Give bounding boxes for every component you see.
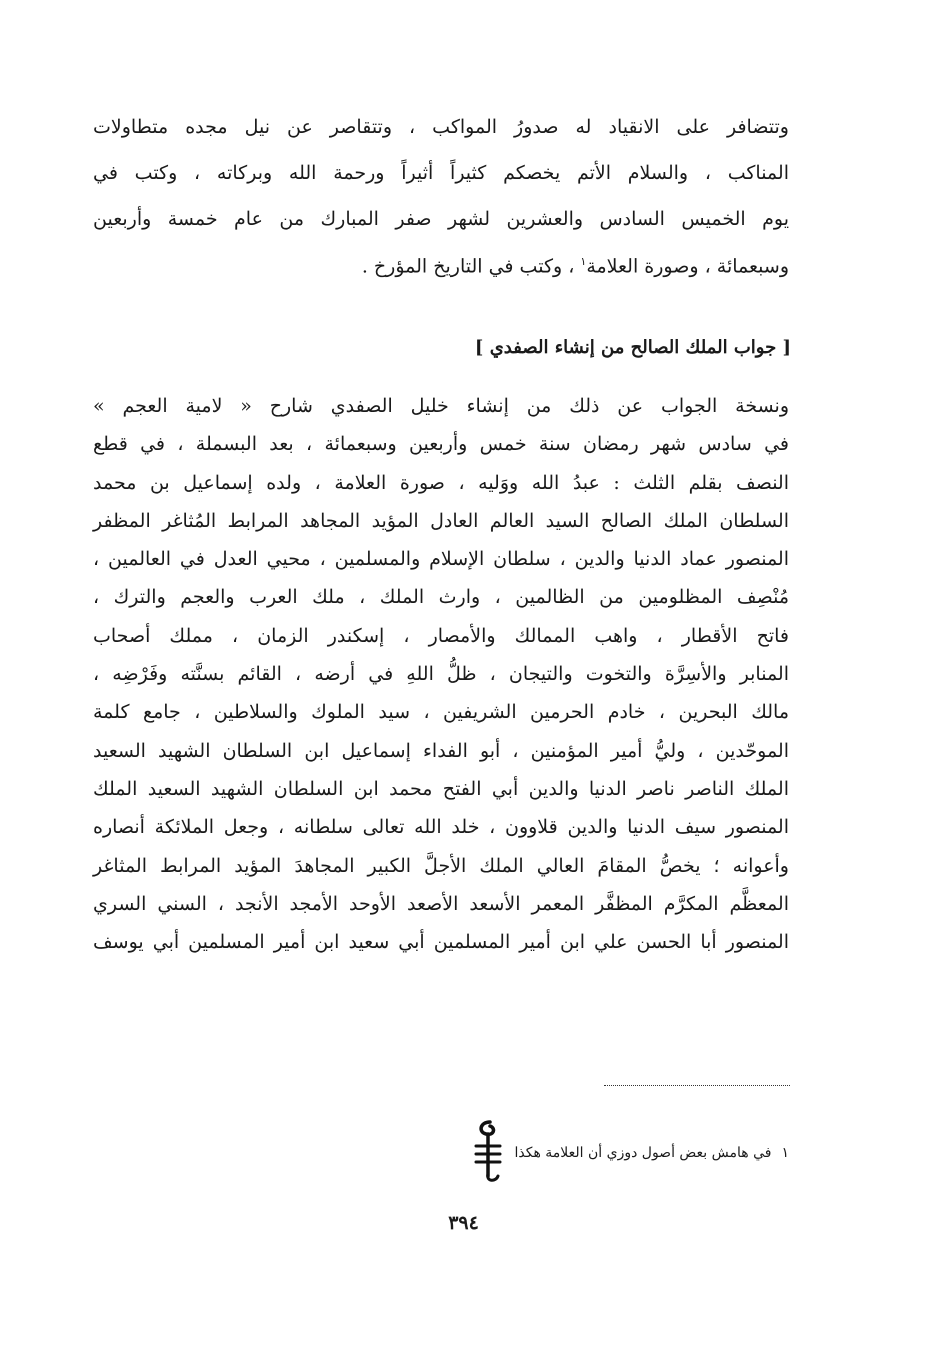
page-number: ٣٩٤ — [448, 1212, 479, 1234]
text-line: المنابر والأسِرَّة والتخوت والتيجان ، ظلُّ اللهِ في أرضه ، القائم بسنَّته وفَرْضِه ، — [93, 663, 789, 686]
text-line: الموحّدين ، وليُّ أمير المؤمنين ، أبو الفداء إسماعيل ابن السلطان الشهيد السعيد — [93, 739, 789, 762]
text-line: مالك البحرين ، خادم الحرمين الشريفين ، سيد الملوك والسلاطين ، جامع كلمة — [93, 701, 789, 724]
text-line: فاتح الأقطار ، واهب الممالك والأمصار ، إسكندر الزمان ، مملك أصحاب — [93, 624, 789, 647]
text-line: المناكب ، والسلام الأتم يخصكم كثيراً أثيراً ورحمة الله وبركاته ، وكتب في — [93, 162, 789, 184]
text-line: الملك الناصر ناصر الدنيا والدين أبي الفتح محمد ابن السلطان الشهيد السعيد الملك — [93, 777, 789, 800]
text-line: المنصور عماد الدنيا والدين ، سلطان الإسلام والمسلمين ، محيي العدل في العالمين ، — [93, 548, 789, 571]
text-line: وأعوانه ؛ يخصُّ المقامَ العالي الملك الأجلَّ الكبير المجاهدَ المؤيد المرابط المثاغر — [93, 854, 789, 877]
text-line: وتتضافر على الانقياد له صدورُ المواكب ، وتتقاصر عن نيل مجده متطاولات — [93, 116, 789, 138]
text-line: النصف بقلم الثلث : عبدُ الله ووَليه ، صورة العلامة ، ولده إسماعيل بن محمد — [93, 471, 789, 494]
section-heading: [ جواب الملك الصالح من إنشاء الصفدي ] — [474, 337, 791, 358]
text-line: السلطان الملك الصالح السيد العالم العادل المؤيد المجاهد المرابط المُثاغر المظفر — [93, 509, 789, 532]
footnote-text: في هامش بعض أصول دوزي أن العلامة هكذا — [514, 1145, 772, 1161]
text-line: يوم الخميس السادس والعشرين لشهر صفر المبارك من عام خمسة وأربعين — [93, 208, 789, 230]
text-line: في سادس شهر رمضان سنة خمس وأربعين وسبعمائة ، بعد البسملة ، في قطع — [93, 433, 789, 456]
text-line: المنصور سيف الدنيا والدين قلاوون ، خلد الله تعالى سلطانه ، وجعل الملائكة أنصاره — [93, 816, 789, 839]
text-line: مُنْصِف المظلومين من الظالمين ، وارث الملك ، ملك العرب والعجم والترك ، — [93, 586, 789, 609]
text-line: ونسخة الجواب عن ذلك من إنشاء خليل الصفدي شارح « لامية العجم » — [93, 395, 789, 417]
text-line-with-footnote-ref — [93, 256, 789, 276]
footnote-number: ١ — [781, 1145, 789, 1161]
paragraph-1 — [93, 118, 789, 302]
text-line: المعظَّم المكرَّم المظفَّر المعمر الأسعد الأصعد الأوحد الأمجد الأنجد ، السني السري — [93, 892, 789, 915]
paragraph-2 — [93, 397, 789, 971]
footnote — [468, 1118, 789, 1188]
text-segment: ، وكتب في التاريخ المؤرخ . — [361, 255, 581, 278]
signature-mark-icon — [468, 1116, 508, 1186]
footnote-reference[interactable]: ١ — [580, 255, 587, 268]
footnote-separator — [604, 1085, 790, 1086]
text-line: المنصور أبا الحسن علي ابن أمير المسلمين أبي سعيد ابن أمير المسلمين أبي يوسف — [93, 931, 789, 954]
text-segment: وسبعمائة ، وصورة العلامة — [586, 255, 789, 278]
